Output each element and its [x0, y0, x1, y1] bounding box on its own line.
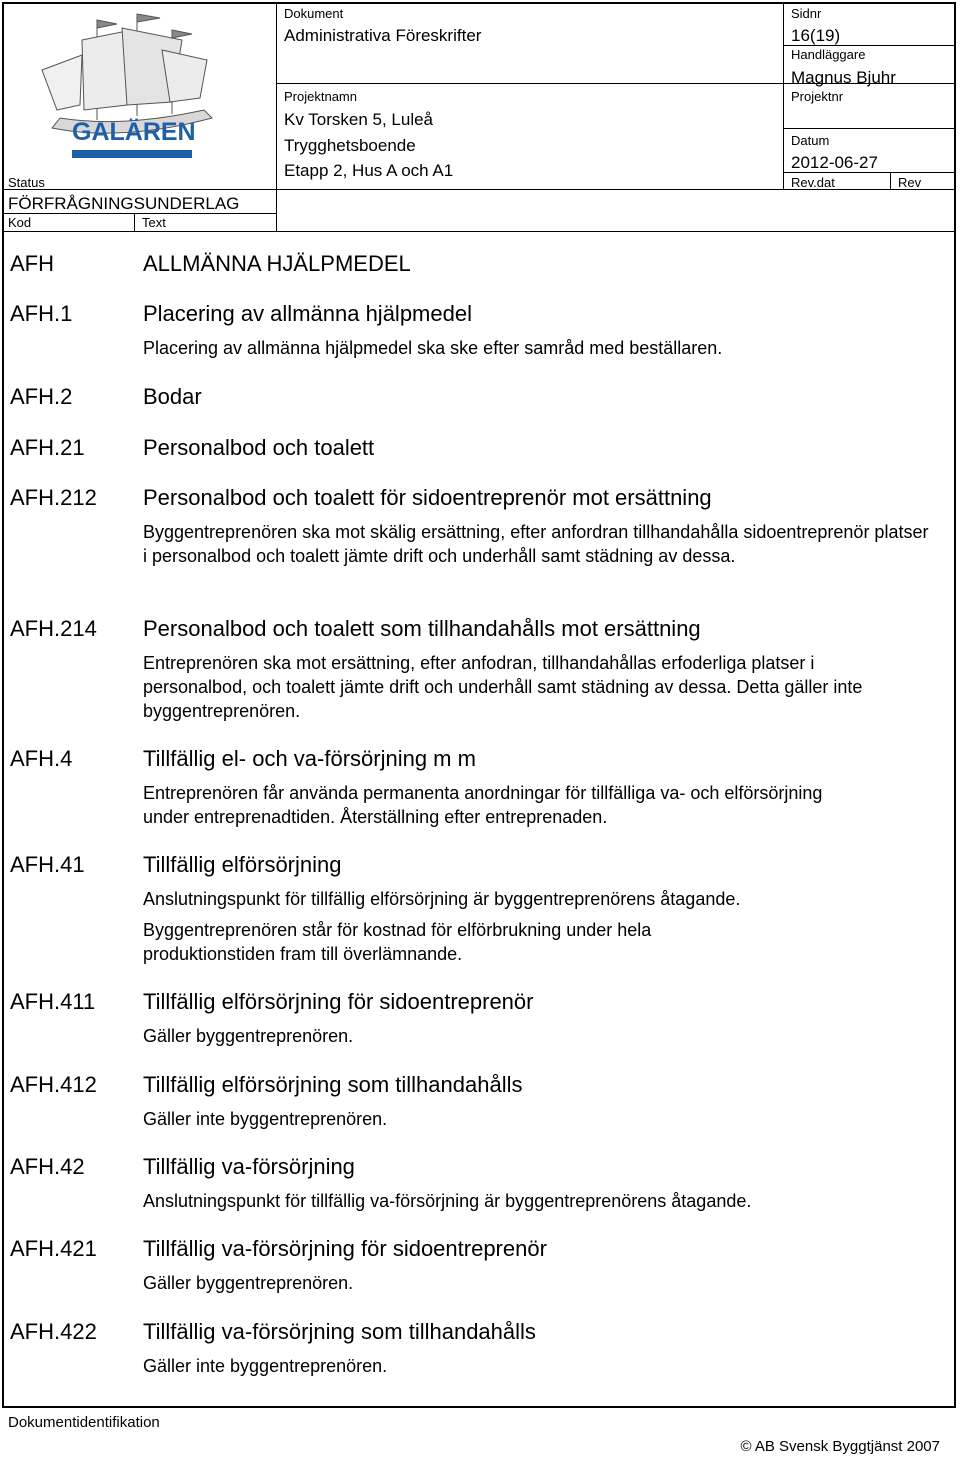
rev-label: Rev: [898, 175, 922, 190]
sidnr-label: Sidnr: [791, 6, 822, 21]
section-code: AFH.41: [10, 852, 85, 877]
logo-wordmark: GALÄREN: [72, 118, 196, 146]
section-title: Tillfällig va-försörjning för sidoentreprenör: [143, 1236, 547, 1261]
section-code: AFH: [10, 251, 54, 276]
header-vline-3: [890, 172, 891, 190]
status-value: FÖRFRÅGNINGSUNDERLAG: [8, 194, 240, 213]
handlaggare-label: Handläggare: [791, 47, 866, 62]
section-paragraph: Gäller inte byggentreprenören.: [143, 1109, 388, 1129]
sidnr-value: 16(19): [791, 26, 841, 45]
section-code: AFH.422: [10, 1319, 97, 1344]
section-code: AFH.42: [10, 1154, 85, 1179]
section-paragraph: Gäller inte byggentreprenören.: [143, 1356, 388, 1376]
kod-vline: [134, 213, 135, 231]
section-title: Tillfällig elförsörjning: [143, 852, 342, 877]
datum-label: Datum: [791, 133, 830, 148]
projektnamn-label: Projektnamn: [284, 89, 357, 104]
section-title: Personalbod och toalett för sidoentreprenör mot ersättning: [143, 485, 712, 510]
projektnr-label: Projektnr: [791, 89, 844, 104]
projektnamn-line-2: Trygghetsboende: [284, 136, 416, 155]
header-vline-2: [783, 4, 784, 189]
section-paragraph: Entreprenören ska mot ersättning, efter anfodran, tillhandahållas erfoderliga platser i personalbod, och toalett jämte drift och underhåll samt städning av dessa. Detta gäller inte byggentreprenören.: [143, 653, 863, 721]
section-title: Personalbod och toalett som tillhandahålls mot ersättning: [143, 616, 701, 641]
doc-divider: [276, 83, 783, 84]
header-vline-1: [276, 4, 277, 231]
section-paragraph: Anslutningspunkt för tillfällig elförsörjning är byggentreprenörens åtagande.: [143, 889, 741, 909]
section-title: ALLMÄNNA HJÄLPMEDEL: [143, 251, 411, 276]
section-title: Tillfällig elförsörjning som tillhandahålls: [143, 1072, 523, 1097]
text-label: Text: [142, 215, 166, 230]
section-title: Tillfällig elförsörjning för sidoentreprenör: [143, 989, 534, 1014]
kod-label: Kod: [8, 215, 32, 230]
projektnamn-line-1: Kv Torsken 5, Luleå: [284, 110, 433, 129]
section-title: Tillfällig va-försörjning: [143, 1154, 355, 1179]
section-paragraph: Anslutningspunkt för tillfällig va-försörjning är byggentreprenörens åtagande.: [143, 1191, 752, 1211]
section-paragraph: Entreprenören får använda permanenta anordningar för tillfälliga va- och elförsörjning under entreprenadtiden. Återställning efter entreprenaden.: [143, 783, 823, 827]
header-bottom: [2, 231, 954, 232]
section-code: AFH.212: [10, 485, 97, 510]
footer-document-id: Dokumentidentifikation: [8, 1414, 160, 1431]
section-code: AFH.2: [10, 384, 73, 409]
section-paragraph: Byggentreprenören ska mot skälig ersättning, efter anfordran tillhandahålla sidoentreprenör platser i personalbod och toalett jämte drift och underhåll samt städning av dessa.: [143, 522, 929, 566]
section-code: AFH.412: [10, 1072, 97, 1097]
footer-copyright: © AB Svensk Byggtjänst 2007: [740, 1438, 940, 1455]
section-title: Bodar: [143, 384, 202, 409]
section-code: AFH.21: [10, 435, 85, 460]
section-code: AFH.1: [10, 301, 73, 326]
projektnr-divider: [783, 128, 955, 129]
datum-value: 2012-06-27: [791, 153, 878, 172]
document-value: Administrativa Föreskrifter: [284, 26, 482, 45]
section-title: Tillfällig el- och va-försörjning m m: [143, 746, 476, 771]
section-paragraph: Byggentreprenören står för kostnad för elförbrukning under hela produktionstiden fram till överlämnande.: [143, 920, 652, 964]
document-label: Dokument: [284, 6, 344, 21]
section-title: Personalbod och toalett: [143, 435, 375, 460]
section-paragraph: Gäller byggentreprenören.: [143, 1273, 354, 1293]
section-code: AFH.421: [10, 1236, 97, 1261]
revdat-label: Rev.dat: [791, 175, 835, 190]
section-code: AFH.214: [10, 616, 97, 641]
section-paragraph: Placering av allmänna hjälpmedel ska ske efter samråd med beställaren.: [143, 338, 723, 358]
section-title: Tillfällig va-försörjning som tillhandahålls: [143, 1319, 536, 1344]
projektnamn-line-3: Etapp 2, Hus A och A1: [284, 161, 454, 180]
section-title: Placering av allmänna hjälpmedel: [143, 301, 472, 326]
status-label: Status: [8, 175, 45, 190]
section-paragraph: Gäller byggentreprenören.: [143, 1026, 354, 1046]
section-code: AFH.411: [10, 989, 96, 1014]
handlaggare-value: Magnus Bjuhr: [791, 68, 896, 87]
section-code: AFH.4: [10, 746, 73, 771]
